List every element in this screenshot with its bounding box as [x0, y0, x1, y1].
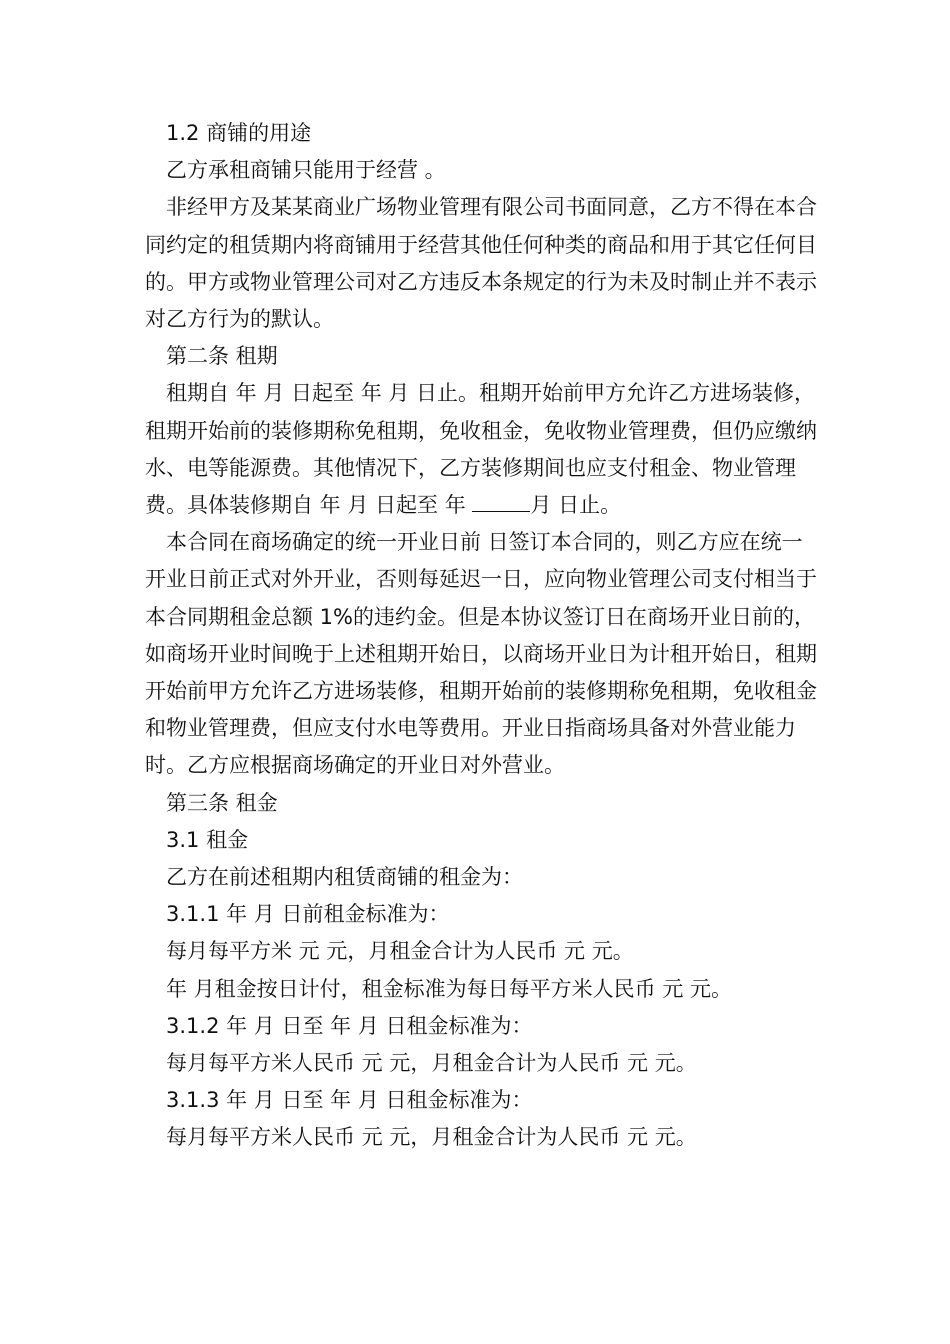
- lease-term-text: 租期自 年 月 日起至 年 月 日止。租期开始前甲方允许乙方进场装修，租期开始前的装修期称免租期，免收租金，免收物业管理费，但仍应缴纳水、电等能源费。其他情况下，乙方装修期间也应支付租金、物业管理费。具体装修期自 年 月 日起至 年: [145, 381, 817, 518]
- fill-in-blank: [472, 491, 530, 512]
- clause-3-1-2: 3.1.2 年 月 日至 年 月 日租金标准为：: [166, 1013, 533, 1038]
- clause-3-1-3: 3.1.3 年 月 日至 年 月 日租金标准为：: [166, 1088, 533, 1113]
- clause-3-1-1: 3.1.1 年 月 日前租金标准为：: [166, 902, 450, 927]
- lease-term-text-end: 月 日止。: [530, 493, 622, 518]
- article-heading-3: 第三条 租金: [166, 790, 278, 815]
- article-heading-2: 第二条 租期: [166, 344, 278, 369]
- paragraph-usage: 乙方承租商铺只能用于经营 。: [166, 158, 446, 183]
- paragraph-opening: 本合同在商场确定的统一开业日前 日签订本合同的，则乙方应在统一开业日前正式对外开业，否则每延迟一日，应向物业管理公司支付相当于本合同期租金总额 1%的违约金。但是本协议签订日在商场开业日前的，如商场开业时间晚于上述租期开始日，以商场开业日为计租开始日，租期开始前甲方允许乙方进场装修，租期开始前的装修期称免租期，免收租金和物业管理费，但应支付水电等费用。开业日指商场具备对外营业能力时。乙方应根据商场确定的开业日对外营业。: [145, 530, 817, 778]
- paragraph-restriction: 非经甲方及某某商业广场物业管理有限公司书面同意，乙方不得在本合同约定的租赁期内将商铺用于经营其他任何种类的商品和用于其它任何目的。甲方或物业管理公司对乙方违反本条规定的行为未及时制止并不表示对乙方行为的默认。: [145, 195, 817, 332]
- document-body: [145, 115, 820, 1157]
- clause-3-1-1-daily: 年 月租金按日计付，租金标准为每日每平方米人民币 元 元。: [166, 976, 733, 1001]
- clause-3-1-2-rate: 每月每平方米人民币 元 元，月租金合计为人民币 元 元。: [166, 1051, 697, 1076]
- clause-3-1-1-rate: 每月每平方米 元 元，月租金合计为人民币 元 元。: [166, 939, 634, 964]
- section-heading-1-2: 1.2 商铺的用途: [166, 121, 312, 145]
- clause-3-1-3-rate: 每月每平方米人民币 元 元，月租金合计为人民币 元 元。: [166, 1125, 697, 1150]
- section-heading-3-1: 3.1 租金: [166, 827, 249, 852]
- paragraph-lease-term: [145, 375, 820, 524]
- paragraph-rent-intro: 乙方在前述租期内租赁商铺的租金为：: [166, 865, 523, 890]
